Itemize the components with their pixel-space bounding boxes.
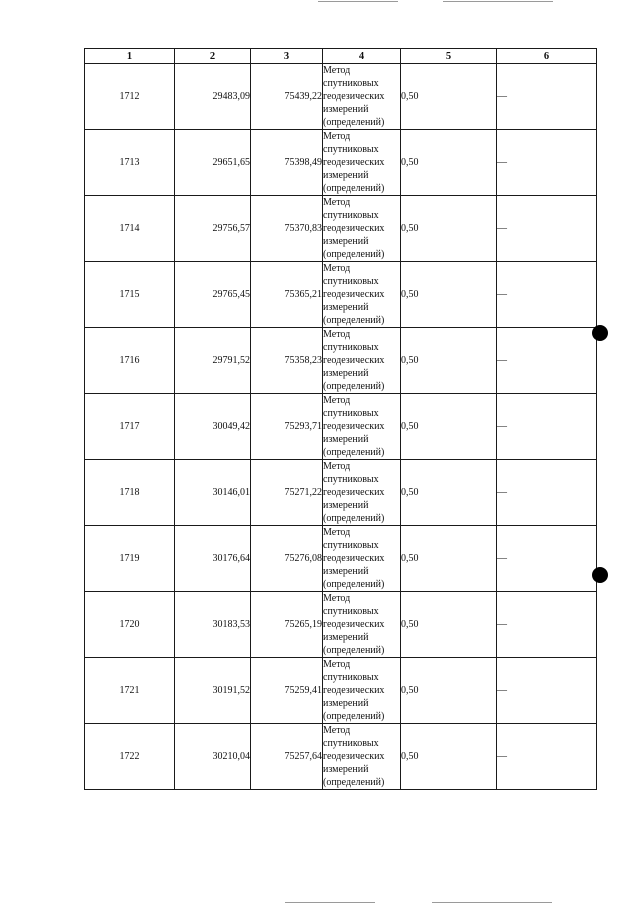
point-number: 1718	[85, 460, 175, 526]
binding-hole-mark	[592, 567, 608, 583]
column-header-2: 2	[175, 49, 251, 64]
note-dash: —	[497, 262, 597, 328]
column-header-3: 3	[251, 49, 323, 64]
point-number: 1713	[85, 130, 175, 196]
scan-edge-line	[443, 1, 553, 2]
note-dash: —	[497, 394, 597, 460]
coordinate-x: 29791,52	[175, 328, 251, 394]
accuracy-value: 0,50	[401, 460, 497, 526]
method-text: Метод спутниковых геодезических измерений (определений)	[323, 526, 401, 592]
coordinate-x: 30176,64	[175, 526, 251, 592]
scan-edge-line	[432, 902, 552, 903]
accuracy-value: 0,50	[401, 394, 497, 460]
accuracy-value: 0,50	[401, 658, 497, 724]
accuracy-value: 0,50	[401, 592, 497, 658]
method-text: Метод спутниковых геодезических измерений (определений)	[323, 130, 401, 196]
coordinate-y: 75398,49	[251, 130, 323, 196]
table-row	[85, 592, 597, 658]
method-text: Метод спутниковых геодезических измерений (определений)	[323, 394, 401, 460]
column-header-4: 4	[323, 49, 401, 64]
method-text: Метод спутниковых геодезических измерений (определений)	[323, 724, 401, 790]
coordinate-y: 75271,22	[251, 460, 323, 526]
scan-edge-line	[318, 1, 398, 2]
coordinate-x: 29756,57	[175, 196, 251, 262]
coordinate-y: 75439,22	[251, 64, 323, 130]
point-number: 1715	[85, 262, 175, 328]
coordinate-x: 30191,52	[175, 658, 251, 724]
note-dash: —	[497, 592, 597, 658]
point-number: 1716	[85, 328, 175, 394]
coordinate-y: 75358,23	[251, 328, 323, 394]
table-row	[85, 460, 597, 526]
note-dash: —	[497, 460, 597, 526]
point-number: 1720	[85, 592, 175, 658]
note-dash: —	[497, 196, 597, 262]
note-dash: —	[497, 724, 597, 790]
method-text: Метод спутниковых геодезических измерений (определений)	[323, 592, 401, 658]
coordinate-y: 75265,19	[251, 592, 323, 658]
note-dash: —	[497, 64, 597, 130]
coordinate-x: 30146,01	[175, 460, 251, 526]
point-number: 1721	[85, 658, 175, 724]
method-text: Метод спутниковых геодезических измерений (определений)	[323, 460, 401, 526]
method-text: Метод спутниковых геодезических измерений (определений)	[323, 64, 401, 130]
coordinate-y: 75293,71	[251, 394, 323, 460]
coordinate-y: 75365,21	[251, 262, 323, 328]
method-text: Метод спутниковых геодезических измерений (определений)	[323, 328, 401, 394]
column-header-6: 6	[497, 49, 597, 64]
coordinate-y: 75370,83	[251, 196, 323, 262]
note-dash: —	[497, 328, 597, 394]
accuracy-value: 0,50	[401, 196, 497, 262]
note-dash: —	[497, 658, 597, 724]
point-number: 1717	[85, 394, 175, 460]
coordinate-x: 30049,42	[175, 394, 251, 460]
table-row	[85, 196, 597, 262]
point-number: 1719	[85, 526, 175, 592]
coordinate-x: 29765,45	[175, 262, 251, 328]
column-header-1: 1	[85, 49, 175, 64]
method-text: Метод спутниковых геодезических измерений (определений)	[323, 262, 401, 328]
accuracy-value: 0,50	[401, 724, 497, 790]
table-row	[85, 658, 597, 724]
coordinate-x: 29483,09	[175, 64, 251, 130]
table-row	[85, 526, 597, 592]
point-number: 1722	[85, 724, 175, 790]
coordinate-x: 30183,53	[175, 592, 251, 658]
scan-edge-line	[285, 902, 375, 903]
table-row	[85, 328, 597, 394]
table-row	[85, 262, 597, 328]
table-row	[85, 130, 597, 196]
coordinate-x: 30210,04	[175, 724, 251, 790]
accuracy-value: 0,50	[401, 130, 497, 196]
coordinate-y: 75276,08	[251, 526, 323, 592]
point-number: 1712	[85, 64, 175, 130]
coordinate-y: 75257,64	[251, 724, 323, 790]
accuracy-value: 0,50	[401, 262, 497, 328]
table-row	[85, 64, 597, 130]
table-row	[85, 724, 597, 790]
header-row	[85, 49, 597, 64]
method-text: Метод спутниковых геодезических измерений (определений)	[323, 196, 401, 262]
accuracy-value: 0,50	[401, 328, 497, 394]
coordinate-y: 75259,41	[251, 658, 323, 724]
table-row	[85, 394, 597, 460]
note-dash: —	[497, 526, 597, 592]
binding-hole-mark	[592, 325, 608, 341]
accuracy-value: 0,50	[401, 526, 497, 592]
coordinate-x: 29651,65	[175, 130, 251, 196]
accuracy-value: 0,50	[401, 64, 497, 130]
note-dash: —	[497, 130, 597, 196]
coordinates-table	[84, 48, 597, 790]
point-number: 1714	[85, 196, 175, 262]
column-header-5: 5	[401, 49, 497, 64]
method-text: Метод спутниковых геодезических измерений (определений)	[323, 658, 401, 724]
